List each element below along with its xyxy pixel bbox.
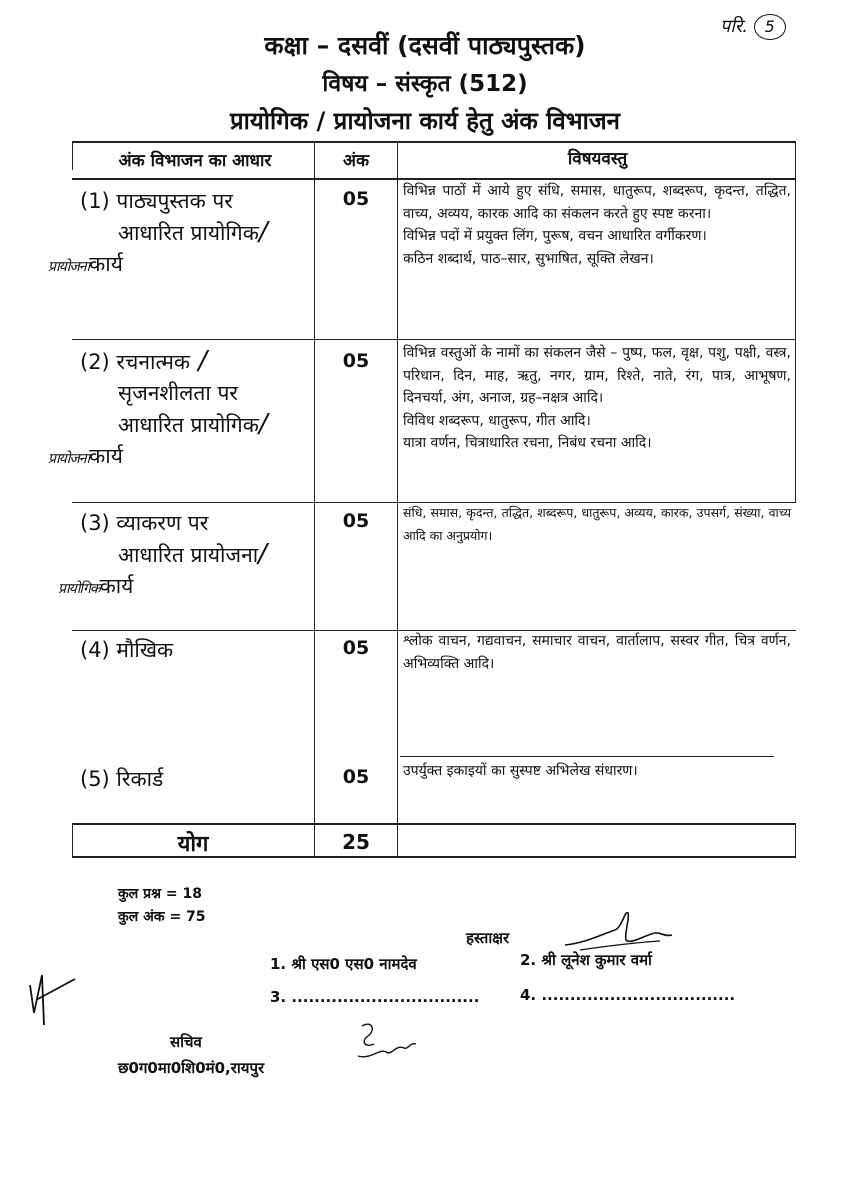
header-basis: अंक विभाजन का आधार: [118, 151, 272, 171]
row1-basis: (1) पाठ्यपुस्तक पर आधारित प्रायोगिक/ प्रायोजनाकार्य: [48, 189, 268, 276]
row3-marks: 05: [342, 510, 370, 532]
header-marks: अंक: [342, 151, 370, 171]
signatory-4: 4. ..................................: [520, 986, 736, 1004]
row3-basis: (3) व्याकरण पर आधारित प्रायोजना/ प्रायोगिककार्य: [58, 511, 267, 598]
signatory-3: 3. .................................: [270, 988, 480, 1006]
row1-handwritten: प्रायोजना: [48, 259, 90, 275]
heading-class: कक्षा – दसवीं (दसवीं पाठ्यपुस्तक): [264, 31, 586, 60]
row5-content: उपर्युक्त इकाइयों का सुस्पष्ट अभिलेख संधारण।: [403, 763, 638, 779]
row4-marks: 05: [342, 637, 370, 659]
heading-title: प्रायोगिक / प्रायोजना कार्य हेतु अंक विभाजन: [230, 107, 620, 135]
row2-handwritten: प्रायोजना: [48, 451, 90, 467]
secretary-title: सचिव: [170, 1033, 202, 1051]
total-marks: 25: [342, 830, 370, 854]
row4-basis: (4) मौखिक: [80, 638, 174, 662]
page-mark-number: 5: [754, 14, 786, 40]
secretary-office: छ0ग0मा0शि0मं0,रायपुर: [118, 1059, 265, 1077]
initial-scribble-icon: [20, 965, 90, 1035]
total-questions: कुल प्रश्न = 18: [118, 886, 202, 902]
page-mark-text: परि.: [720, 16, 748, 37]
signature-title: हस्ताक्षर: [466, 929, 510, 947]
secretary-signature-icon: [350, 1018, 420, 1063]
row1-content: विभिन्न पाठों में आये हुए संधि, समास, धातुरूप, शब्दरूप, कृदन्त, तद्धित, वाच्य, अव्यय, कारक आदि का संकलन करते हुए स्पष्ट करना। विभिन्न पदों में प्रयुक्त लिंग, पुरूष, वचन आधारित वर्गीकरण। कठिन शब्दार्थ, पाठ–सार, सुभाषित, सूक्ति लेखन।: [403, 183, 791, 267]
row3-handwritten: प्रायोगिक: [58, 581, 100, 597]
heading-subject: विषय – संस्कृत (512): [322, 71, 528, 97]
row2-content: विभिन्न वस्तुओं के नामों का संकलन जैसे – पुष्प, फल, वृक्ष, पशु, पक्षी, वस्त्र, परिधान, दिन, माह, ऋतु, नगर, ग्राम, रिश्ते, नाते, रंग, पात्र, आभूषण, दिनचर्या, अंग, अनाज, ग्रह–नक्षत्र आदि। विविध शब्दरूप, धातुरूप, गीत आदि। यात्रा वर्णन, चित्राधारित रचना, निबंध रचना आदि।: [403, 345, 791, 451]
signatory-2: 2. श्री लूनेश कुमार वर्मा: [520, 951, 652, 969]
row4-content: श्लोक वाचन, गद्यवाचन, समाचार वाचन, वार्तालाप, सस्वर गीत, चित्र वर्णन, अभिव्यक्ति आदि।: [403, 633, 791, 672]
row2-basis: (2) रचनात्मक / सृजनशीलता पर आधारित प्रायोगिक/ प्रायोजनाकार्य: [48, 346, 268, 468]
total-label: योग: [177, 832, 209, 857]
header-content: विषयवस्तु: [567, 149, 628, 169]
signature-scribble-icon: [560, 905, 680, 955]
row5-marks: 05: [342, 766, 370, 788]
row1-marks: 05: [342, 188, 370, 210]
row3-content: संधि, समास, कृदन्त, तद्धित, शब्दरूप, धातुरूप, अव्यय, कारक, उपसर्ग, संख्या, वाच्य आदि का अनुप्रयोग।: [403, 505, 791, 543]
row5-basis: (5) रिकार्ड: [80, 767, 164, 791]
total-marks-summary: कुल अंक = 75: [118, 909, 206, 925]
row2-marks: 05: [342, 350, 370, 372]
signatory-1: 1. श्री एस0 एस0 नामदेव: [270, 955, 417, 973]
